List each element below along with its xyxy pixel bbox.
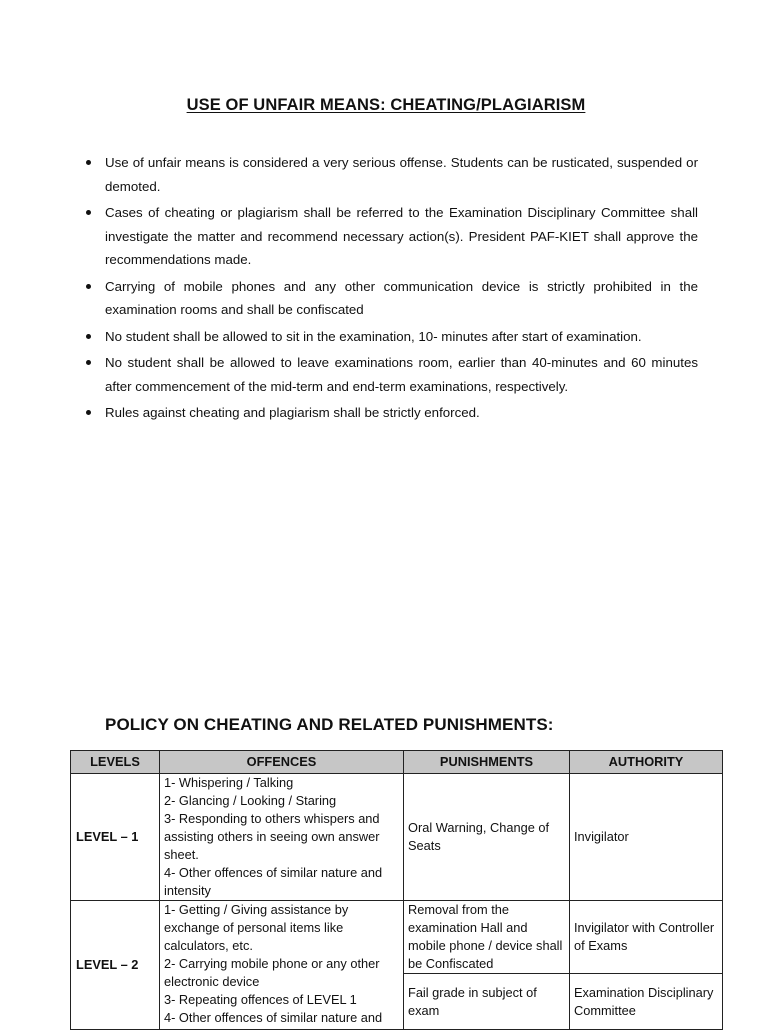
offence-item: 2- Glancing / Looking / Staring — [164, 793, 337, 808]
offence-item: 1- Getting / Giving assistance by exchange of personal items like calculators, etc. — [164, 902, 349, 953]
list-item — [80, 275, 698, 322]
authority-cell: Invigilator with Controller of Exams — [570, 901, 723, 974]
bullet-icon — [86, 360, 91, 365]
policy-title: POLICY ON CHEATING AND RELATED PUNISHMENTS: — [105, 715, 554, 734]
rule-text: Carrying of mobile phones and any other communication device is strictly prohibited in the examination rooms and shall be confiscated — [105, 278, 698, 317]
list-item — [80, 201, 698, 272]
punishment-cell: Removal from the examination Hall and mobile phone / device shall be Confiscated — [404, 901, 570, 974]
level-cell: LEVEL – 1 — [71, 774, 160, 901]
bullet-icon — [86, 284, 91, 289]
rule-text: Cases of cheating or plagiarism shall be referred to the Examination Disciplinary Committee shall investigate the matter and recommend necessary action(s). President PAF-KIET shall approve the recommendations made. — [105, 205, 698, 267]
list-item — [80, 351, 698, 398]
offences-cell — [160, 774, 404, 901]
list-item — [80, 151, 698, 198]
header-levels: LEVELS — [71, 751, 160, 774]
authority-cell: Examination Disciplinary Committee — [570, 974, 723, 1030]
rules-list — [80, 151, 698, 428]
rule-text: Use of unfair means is considered a very serious offense. Students can be rusticated, suspended or demoted. — [105, 155, 698, 194]
offence-item: 4- Other offences of similar nature and intensity — [164, 865, 383, 898]
punishment-cell: Oral Warning, Change of Seats — [404, 774, 570, 901]
level-cell: LEVEL – 2 — [71, 901, 160, 1030]
list-item — [80, 325, 698, 349]
table-row — [71, 774, 723, 901]
list-item — [80, 401, 698, 425]
rule-text: Rules against cheating and plagiarism shall be strictly enforced. — [105, 405, 480, 420]
punishment-table — [70, 750, 723, 1030]
page-title: USE OF UNFAIR MEANS: CHEATING/PLAGIARISM — [186, 96, 586, 114]
table-header-row — [71, 751, 723, 774]
offence-item: 1- Whispering / Talking — [164, 775, 294, 790]
offences-cell — [160, 901, 404, 1030]
bullet-icon — [86, 210, 91, 215]
offence-item: 2- Carrying mobile phone or any other electronic device — [164, 956, 380, 989]
punishment-cell: Fail grade in subject of exam — [404, 974, 570, 1030]
offence-item: 3- Responding to others whispers and assisting others in seeing own answer sheet. — [164, 811, 380, 862]
authority-cell: Invigilator — [570, 774, 723, 901]
table-row — [71, 901, 723, 974]
offence-item: 3- Repeating offences of LEVEL 1 — [164, 992, 357, 1007]
bullet-icon — [86, 410, 91, 415]
bullet-icon — [86, 160, 91, 165]
rule-text: No student shall be allowed to leave examinations room, earlier than 40-minutes and 60 minutes after commencement of the mid-term and end-term examinations, respectively. — [105, 355, 698, 394]
offence-item: 4- Other offences of similar nature and — [164, 1010, 383, 1025]
rule-text: No student shall be allowed to sit in the examination, 10- minutes after start of examination. — [105, 328, 642, 344]
header-authority: AUTHORITY — [570, 751, 723, 774]
header-offences: OFFENCES — [160, 751, 404, 774]
header-punishments: PUNISHMENTS — [404, 751, 570, 774]
bullet-icon — [86, 334, 91, 339]
